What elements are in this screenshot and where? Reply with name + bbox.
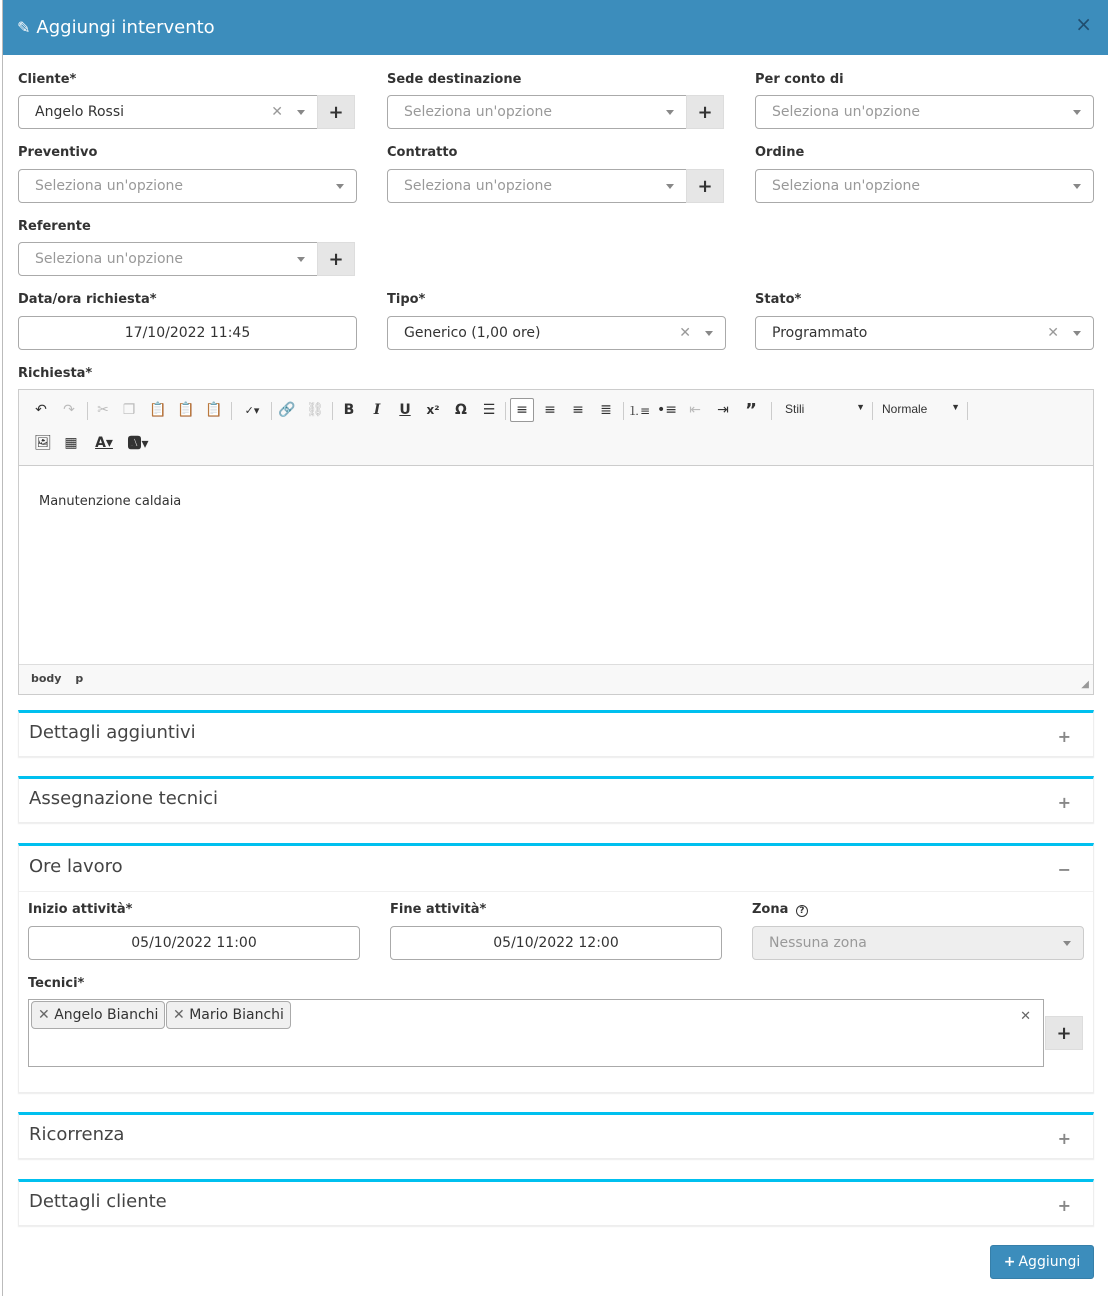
plus-icon: + [1003,1254,1016,1270]
cliente-select[interactable] [18,95,318,129]
chevron-down-icon [297,257,305,262]
format-combo[interactable] [882,402,960,416]
modal-title: Aggiungi intervento [36,17,215,38]
box-title: Ricorrenza [29,1124,125,1145]
box-assegnazione-tecnici [18,776,1094,823]
editor-toolbar [19,390,1093,466]
chevron-down-icon [1073,331,1081,336]
indent-icon[interactable]: ⇥ [717,402,729,418]
box-title: Dettagli aggiuntivi [29,722,196,743]
plus-icon: + [697,101,713,123]
close-button[interactable]: × [1075,12,1092,36]
add-contratto-button[interactable] [686,169,724,203]
align-center-icon[interactable]: ≡ [544,402,556,418]
plus-icon: + [1056,1022,1072,1044]
cliente-value: Angelo Rossi [35,104,124,120]
chevron-down-icon [666,184,674,189]
outdent-icon[interactable]: ⇤ [689,402,701,418]
blockquote-icon[interactable]: ” [745,399,757,421]
tag-label: Mario Bianchi [189,1007,284,1023]
cliente-label: Cliente* [18,72,77,87]
clear-icon[interactable]: ✕ [1047,325,1059,341]
stato-label: Stato* [755,292,802,307]
sede-label: Sede destinazione [387,72,522,87]
data-input[interactable]: 17/10/2022 11:45 [18,316,357,350]
underline-icon[interactable]: U [399,402,411,418]
rich-text-editor [18,389,1094,695]
zona-select[interactable] [752,926,1084,960]
paste-icon[interactable]: 📋 [149,402,167,418]
box-title: Assegnazione tecnici [29,788,219,809]
image-icon[interactable]: 🖼 [34,435,52,451]
tag-label: Angelo Bianchi [54,1007,159,1023]
spellcheck-icon[interactable]: ✓▾ [244,403,260,417]
tecnico-tag [166,1001,291,1029]
conto-select[interactable] [755,95,1094,129]
horizontal-rule-icon[interactable]: ☰ [482,402,496,418]
preventivo-placeholder: Seleziona un'opzione [35,178,184,194]
add-tecnico-button[interactable] [1045,1016,1083,1050]
undo-icon[interactable]: ↶ [35,402,47,418]
plus-icon: + [328,101,344,123]
numbered-list-icon[interactable]: ⒈≡ [627,403,651,418]
data-label: Data/ora richiesta* [18,292,157,307]
add-cliente-button[interactable] [317,95,355,129]
copy-icon[interactable]: ❐ [122,402,136,418]
contratto-label: Contratto [387,145,458,160]
chevron-down-icon [1063,941,1071,946]
box-title: Ore lavoro [29,856,123,877]
bullet-list-icon[interactable]: •≡ [657,402,677,418]
link-icon[interactable]: 🔗 [278,402,296,418]
contratto-placeholder: Seleziona un'opzione [404,178,553,194]
pencil-icon: ✎ [17,18,31,37]
chevron-down-icon: ▼ [856,402,865,412]
expand-icon[interactable]: + [1057,793,1071,812]
editor-content[interactable]: Manutenzione caldaia [39,494,182,509]
zona-label [752,902,808,917]
path-p[interactable]: p [75,672,84,685]
resize-handle-icon[interactable]: ◢ [1081,679,1089,690]
styles-combo[interactable] [785,402,865,416]
chevron-down-icon [1073,110,1081,115]
add-referente-button[interactable] [317,242,355,276]
box-dettagli-aggiuntivi [18,710,1094,757]
clear-icon[interactable]: ✕ [679,325,691,341]
ordine-label: Ordine [755,145,805,160]
chevron-down-icon: ▼ [951,402,960,412]
referente-label: Referente [18,219,91,234]
zona-label-text: Zona [752,902,789,917]
editor-path [19,664,1093,694]
box-ricorrenza [18,1112,1094,1159]
expand-icon[interactable]: + [1057,1129,1071,1148]
fine-label: Fine attività* [390,902,487,917]
sede-placeholder: Seleziona un'opzione [404,104,553,120]
chevron-down-icon [705,331,713,336]
stato-select[interactable] [755,316,1094,350]
contratto-select[interactable] [387,169,687,203]
modal-header [3,0,1108,55]
ordine-placeholder: Seleziona un'opzione [772,178,921,194]
chevron-down-icon [336,184,344,189]
align-justify-icon[interactable]: ≣ [600,402,612,418]
expand-icon[interactable]: + [1057,1196,1071,1215]
plus-icon: + [697,175,713,197]
bold-icon[interactable]: B [343,402,355,418]
inizio-input[interactable]: 05/10/2022 11:00 [28,926,360,960]
unlink-icon[interactable]: ⛓ [306,402,324,418]
path-body[interactable]: body [31,672,62,685]
expand-icon[interactable]: + [1057,727,1071,746]
redo-icon[interactable]: ↷ [63,402,75,418]
inizio-label: Inizio attività* [28,902,133,917]
chevron-down-icon [297,110,305,115]
clear-icon[interactable]: ✕ [1020,1009,1031,1024]
tipo-label: Tipo* [387,292,426,307]
help-icon[interactable]: ? [796,905,808,917]
tecnici-label: Tecnici* [28,976,85,991]
text-color-icon[interactable]: A▾ [95,435,113,451]
styles-combo-label: Stili [785,402,805,416]
collapse-icon[interactable]: − [1057,860,1071,879]
plus-icon: + [328,248,344,270]
tipo-value: Generico (1,00 ore) [404,325,541,341]
aggiungi-button[interactable] [990,1245,1094,1279]
tipo-select[interactable] [387,316,726,350]
chevron-down-icon [1073,184,1081,189]
remove-tag-icon[interactable]: ✕ [38,1007,50,1023]
special-char-icon[interactable]: Ω [455,402,467,418]
cut-icon[interactable]: ✂ [97,402,109,418]
align-left-icon[interactable]: ≡ [510,398,534,422]
table-icon[interactable]: ▦ [64,435,78,451]
bg-color-icon[interactable]: 🅰▾ [127,436,149,452]
fine-input[interactable]: 05/10/2022 12:00 [390,926,722,960]
box-dettagli-cliente [18,1179,1094,1226]
italic-icon[interactable]: I [373,402,381,418]
remove-tag-icon[interactable]: ✕ [173,1007,185,1023]
modal [2,0,1108,1296]
preventivo-label: Preventivo [18,145,98,160]
paste-word-icon[interactable]: 📋 [205,402,223,418]
referente-placeholder: Seleziona un'opzione [35,251,184,267]
clear-icon[interactable]: ✕ [271,104,283,120]
stato-value: Programmato [772,325,868,341]
preventivo-select[interactable] [18,169,357,203]
box-title: Dettagli cliente [29,1191,167,1212]
sede-select[interactable] [387,95,687,129]
tecnico-tag [31,1001,165,1029]
chevron-down-icon [666,110,674,115]
paste-text-icon[interactable]: 📋 [177,402,195,418]
format-combo-label: Normale [882,402,928,416]
richiesta-label: Richiesta* [18,366,93,381]
zona-value: Nessuna zona [769,935,867,951]
conto-label: Per conto di [755,72,844,87]
add-sede-button[interactable] [686,95,724,129]
conto-placeholder: Seleziona un'opzione [772,104,921,120]
referente-select[interactable] [18,242,318,276]
ordine-select[interactable] [755,169,1094,203]
superscript-icon[interactable]: x² [426,403,440,417]
align-right-icon[interactable]: ≡ [572,402,584,418]
aggiungi-label: Aggiungi [1018,1254,1081,1270]
